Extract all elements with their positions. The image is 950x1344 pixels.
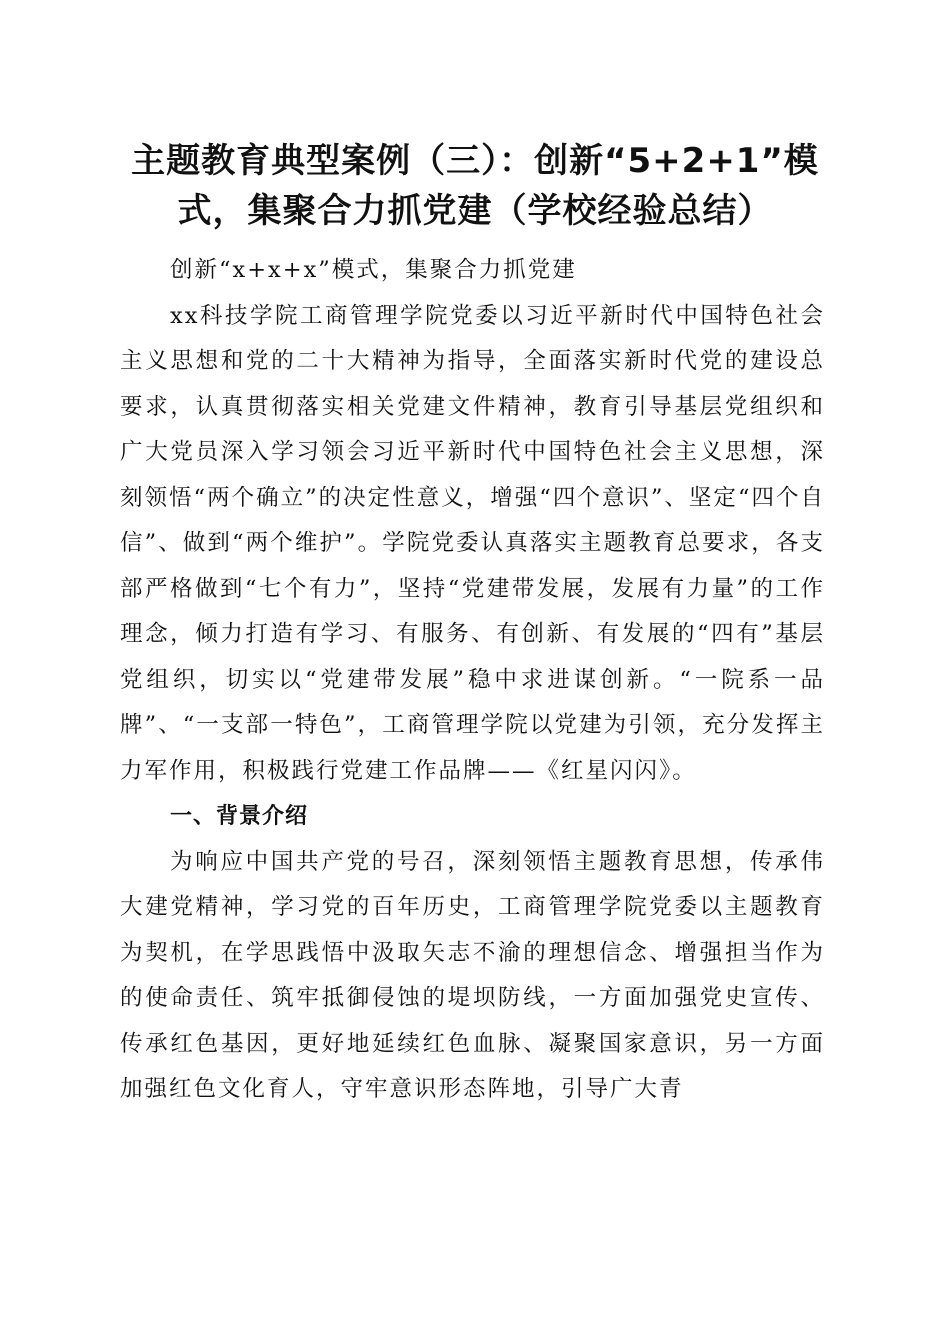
section-paragraph: 为响应中国共产党的号召，深刻领悟主题教育思想，传承伟大建党精神，学习党的百年历史，工商管理学院党委以主题教育为契机，在学思践悟中汲取矢志不渝的理想信念、增强担当作为的使命责任、筑牢抵御侵蚀的堤坝防线，一方面加强党史宣传、传承红色基因，更好地延续红色血脉、凝聚国家意识，另一方面加强红色文化育人，守牢意识形态阵地，引导广大青 <box>120 848 825 1102</box>
intro-paragraph: xx科技学院工商管理学院党委以习近平新时代中国特色社会主义思想和党的二十大精神为指导，全面落实新时代党的建设总要求，认真贯彻落实相关党建文件精神，教育引导基层党组织和广大党员深入学习领会习近平新时代中国特色社会主义思想，深刻领悟“两个确立”的决定性意义，增强“四个意识”、坚定“四个自信”、做到“两个维护”。学院党委认真落实主题教育总要求，各支部严格做到“七个有力”，坚持“党建带发展，发展有力量”的工作理念，倾力打造有学习、有服务、有创新、有发展的“四有”基层党组织，切实以“党建带发展”稳中求进谋创新。“一院系一品牌”、“一支部一特色”，工商管理学院以党建为引领，充分发挥主力军作用，积极践行党建工作品牌——《红星闪闪》。 <box>120 302 825 784</box>
document-subtitle: 创新“x+x+x”模式，集聚合力抓党建 <box>170 257 577 283</box>
section-heading: 一、背景介绍 <box>170 804 309 829</box>
document-title: 主题教育典型案例（三）：创新“5+2+1”模式，集聚合力抓党建（学校经验总结） <box>131 141 819 231</box>
document-body <box>120 248 825 1113</box>
